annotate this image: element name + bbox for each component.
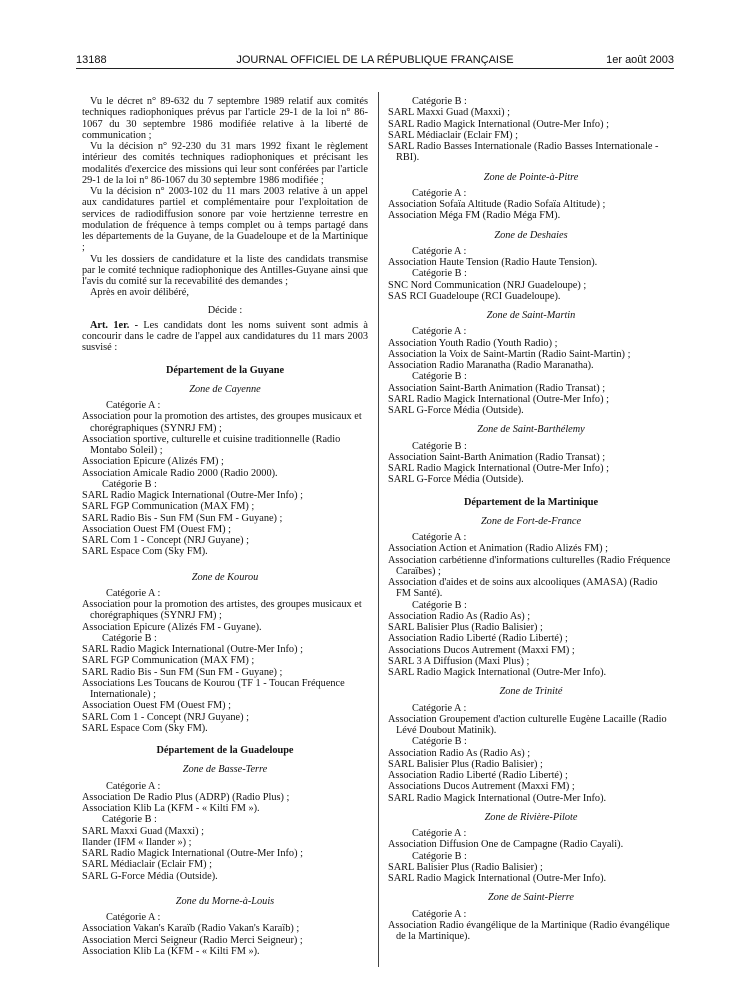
list-item: SARL Espace Com (Sky FM).: [82, 546, 208, 558]
list-item: Association Méga FM (Radio Méga FM).: [388, 210, 561, 222]
list-item: SARL Balisier Plus (Radio Balisier) ;: [388, 861, 543, 873]
list-item: Association Groupement d'action culturelle Eugène Lacaille (Radio Lévé Doubout Matinik).: [388, 713, 667, 736]
category-label: Catégorie B :: [412, 599, 467, 611]
list-item: SARL Radio Magick International (Outre-Mer Info) ;: [82, 490, 303, 501]
category-label: Catégorie B :: [412, 268, 467, 280]
list-item: Association Radio évangélique de la Martinique (Radio évangélique de la Martinique).: [388, 919, 670, 942]
list-item: SARL Maxxi Guad (Maxxi) ;: [82, 825, 205, 837]
category-label: Catégorie A :: [412, 828, 467, 839]
preamble-paragraph: Vu la décision n° 2003-102 du 11 mars 2003 relative à un appel aux candidatures partiel et complémentaire pour l'exploitation de services de radiodiffusion sonore par voie hertzienne terrestre en modulation de fréquence à temps complet ou à temps partagé dans les départements de la Guyane, de la Guadeloupe et de la Martinique ;: [82, 186, 368, 254]
zone-heading-riviere-pilote: Zone de Rivière-Pilote: [484, 811, 578, 823]
list-item: SARL Balisier Plus (Radio Balisier) ;: [388, 622, 543, 633]
article-1: [82, 320, 368, 354]
list-item: SARL Maxxi Guad (Maxxi) ;: [388, 107, 511, 119]
list-item: Association Ouest FM (Ouest FM) ;: [82, 700, 232, 712]
right-column: [388, 96, 674, 942]
zone-heading-cayenne: Zone de Cayenne: [189, 383, 261, 395]
category-label: Catégorie A :: [412, 532, 467, 543]
category-label: Catégorie B :: [412, 96, 467, 107]
list-item: Association Saint-Barth Animation (Radio Transat) ;: [388, 451, 606, 463]
list-item: Association Klib La (KFM - « Kilti FM »).: [82, 945, 260, 957]
category-label: Catégorie A :: [412, 187, 467, 199]
list-item: Association Haute Tension (Radio Haute Tension).: [388, 257, 598, 268]
preamble: [82, 96, 368, 299]
list-item: Association Epicure (Alizés FM - Guyane).: [82, 621, 262, 633]
zone-heading-saint-barthelemy: Zone de Saint-Barthélemy: [477, 424, 585, 436]
preamble-paragraph: Vu la décision n° 92-230 du 31 mars 1992 fixant le règlement intérieur des comités techniques radiophoniques et précisant les modalités d'exercice des missions qui leur sont conférées par l'article 29-1 de la loi n° 86-1067 du 30 septembre 1986 modifiée ;: [82, 141, 368, 186]
list-item: Associations Les Toucans de Kourou (TF 1 - Toucan Fréquence Internationale) ;: [82, 677, 345, 700]
list-item: SARL Radio Magick International (Outre-Mer Info).: [388, 873, 607, 884]
category-label: Catégorie A :: [412, 245, 467, 257]
dept-heading-guyane: Département de la Guyane: [165, 364, 285, 376]
list-item: Association la Voix de Saint-Martin (Radio Saint-Martin) ;: [388, 348, 631, 360]
list-item: SARL Médiaclair (Eclair FM) ;: [82, 859, 213, 871]
list-item: Association pour la promotion des artistes, des groupes musicaux et chorégraphiques (SYNRJ FM) ;: [82, 411, 362, 434]
category-label: Catégorie A :: [106, 912, 161, 923]
dept-heading-guadeloupe: Département de la Guadeloupe: [156, 745, 294, 756]
list-item: Association Ouest FM (Ouest FM) ;: [82, 523, 232, 535]
page-number: 13188: [76, 54, 107, 66]
list-item: SNC Nord Communication (NRJ Guadeloupe) ;: [388, 279, 587, 291]
list-item: Association Radio Liberté (Radio Liberté) ;: [388, 633, 568, 645]
list-item: Associations Ducos Autrement (Maxxi FM) ;: [388, 644, 575, 656]
list-item: Association Vakan's Karaïb (Radio Vakan's Karaïb) ;: [82, 923, 300, 935]
zone-heading-saint-martin: Zone de Saint-Martin: [486, 310, 576, 321]
category-label: Catégorie B :: [102, 478, 157, 490]
category-label: Catégorie A :: [106, 400, 161, 411]
dept-heading-martinique: Département de la Martinique: [463, 496, 599, 508]
list-item: SARL G-Force Média (Outside).: [82, 870, 218, 882]
category-label: Catégorie A :: [106, 587, 161, 599]
category-label: Catégorie A :: [106, 780, 161, 792]
list-item: Association d'aides et de soins aux alcooliques (AMASA) (Radio FM Santé).: [388, 577, 658, 600]
list-item: Association Radio Liberté (Radio Liberté) ;: [388, 770, 568, 781]
list-item: Association Merci Seigneur (Radio Merci Seigneur) ;: [82, 934, 303, 946]
list-item: SARL Radio Magick International (Outre-Mer Info) ;: [388, 463, 609, 474]
list-item: SARL Radio Magick International (Outre-Mer Info) ;: [82, 644, 303, 655]
header-rule: [76, 68, 674, 69]
list-item: SARL Radio Bis - Sun FM (Sun FM - Guyane) ;: [82, 666, 283, 678]
zone-heading-kourou: Zone de Kourou: [191, 571, 259, 583]
list-item: SARL FGP Communication (MAX FM) ;: [82, 501, 255, 513]
zone-heading-saint-pierre: Zone de Saint-Pierre: [488, 892, 574, 904]
journal-title: JOURNAL OFFICIEL DE LA RÉPUBLIQUE FRANÇAISE: [236, 54, 514, 66]
list-item: SARL Com 1 - Concept (NRJ Guyane) ;: [82, 711, 249, 723]
category-label: Catégorie B :: [102, 814, 157, 826]
list-item: SAS RCI Guadeloupe (RCI Guadeloupe).: [388, 290, 561, 302]
list-item: Ilander (IFM « Ilander ») ;: [82, 836, 192, 848]
list-item: Association Action et Animation (Radio Alizés FM) ;: [388, 543, 608, 555]
zone-heading-deshaies: Zone de Deshaies: [494, 229, 568, 241]
list-item: Associations Ducos Autrement (Maxxi FM) ;: [388, 781, 575, 793]
page-header: [76, 53, 674, 69]
list-item: SARL Balisier Plus (Radio Balisier) ;: [388, 758, 543, 770]
list-item: Association Amicale Radio 2000 (Radio 2000).: [82, 467, 278, 479]
zone-heading-fort-de-france: Zone de Fort-de-France: [480, 515, 582, 527]
column-separator: [378, 92, 379, 967]
article-label: Art. 1er. -: [90, 319, 139, 331]
article-text: Les candidats dont les noms suivent sont admis à concourir dans le cadre de l'appel aux candidatures du 11 mars 2003 susvisé :: [82, 319, 368, 354]
list-item: SARL Espace Com (Sky FM).: [82, 722, 208, 734]
list-item: SARL Médiaclair (Eclair FM) ;: [388, 129, 519, 141]
category-label: Catégorie A :: [412, 908, 467, 920]
list-item: SARL Radio Bis - Sun FM (Sun FM - Guyane) ;: [82, 512, 283, 524]
list-item: SARL Radio Magick International (Outre-Mer Info).: [388, 792, 607, 804]
zone-heading-trinite: Zone de Trinité: [499, 686, 563, 698]
list-item: SARL Radio Basses Internationale (Radio Basses Internationale - RBI).: [388, 141, 659, 164]
list-item: Association sportive, culturelle et cuisine traditionnelle (Radio Montabo Soleil) ;: [82, 433, 341, 456]
category-label: Catégorie A :: [412, 326, 467, 338]
left-column: [82, 96, 368, 957]
issue-date: 1er août 2003: [606, 54, 674, 66]
list-item: SARL G-Force Média (Outside).: [388, 474, 524, 486]
list-item: SARL 3 A Diffusion (Maxi Plus) ;: [388, 655, 530, 667]
zone-heading-morne-a-louis: Zone du Morne-à-Louis: [175, 895, 275, 907]
list-item: Association Diffusion One de Campagne (Radio Cayali).: [388, 839, 624, 851]
category-label: Catégorie B :: [412, 850, 467, 862]
list-item: SARL Radio Magick International (Outre-Mer Info) ;: [388, 393, 609, 405]
list-item: Association Radio As (Radio As) ;: [388, 747, 531, 759]
list-item: SARL Com 1 - Concept (NRJ Guyane) ;: [82, 535, 249, 546]
category-label: Catégorie B :: [102, 632, 157, 644]
list-item: Association Youth Radio (Youth Radio) ;: [388, 337, 558, 349]
list-item: Association Saint-Barth Animation (Radio Transat) ;: [388, 382, 606, 394]
list-item: SARL G-Force Média (Outside).: [388, 405, 524, 416]
list-item: SARL FGP Communication (MAX FM) ;: [82, 655, 255, 667]
list-item: Association pour la promotion des artistes, des groupes musicaux et chorégraphiques (SYNRJ FM) ;: [82, 599, 362, 622]
preamble-paragraph: Après en avoir délibéré,: [90, 287, 189, 299]
zone-heading-pointe-a-pitre: Zone de Pointe-à-Pitre: [483, 171, 579, 183]
list-item: SARL Radio Magick International (Outre-Mer Info) ;: [82, 848, 303, 859]
list-item: Association De Radio Plus (ADRP) (Radio Plus) ;: [82, 791, 290, 803]
category-label: Catégorie B :: [412, 440, 467, 452]
category-label: Catégorie A :: [412, 702, 467, 714]
list-item: Association carbétienne d'informations culturelles (Radio Fréquence Caraïbes) ;: [388, 554, 671, 577]
list-item: Association Epicure (Alizés FM) ;: [82, 456, 224, 468]
list-item: Association Klib La (KFM - « Kilti FM »).: [82, 803, 260, 814]
category-label: Catégorie B :: [412, 371, 467, 383]
list-item: Association Radio Maranatha (Radio Maranatha).: [388, 360, 594, 371]
preamble-paragraph: Vu le décret n° 89-632 du 7 septembre 1989 relatif aux comités techniques radiophoniques prévus par l'article 29-1 de la loi n° 86-1067 du 30 septembre 1986 modifiée relative à la liberté de communication ;: [82, 96, 368, 141]
preamble-paragraph: Vu les dossiers de candidature et la liste des candidats transmise par le comité technique radiophonique des Antilles-Guyane ainsi que l'avis du comité sur la recevabilité des demandes ;: [82, 253, 368, 287]
decide-heading: Décide :: [207, 304, 243, 316]
zone-heading-basse-terre: Zone de Basse-Terre: [182, 764, 268, 776]
list-item: SARL Radio Magick International (Outre-Mer Info) ;: [388, 118, 609, 130]
category-label: Catégorie B :: [412, 736, 467, 748]
list-item: Association Radio As (Radio As) ;: [388, 610, 531, 622]
list-item: SARL Radio Magick International (Outre-Mer Info).: [388, 667, 607, 678]
list-item: Association Sofaïa Altitude (Radio Sofaïa Altitude) ;: [388, 199, 606, 210]
